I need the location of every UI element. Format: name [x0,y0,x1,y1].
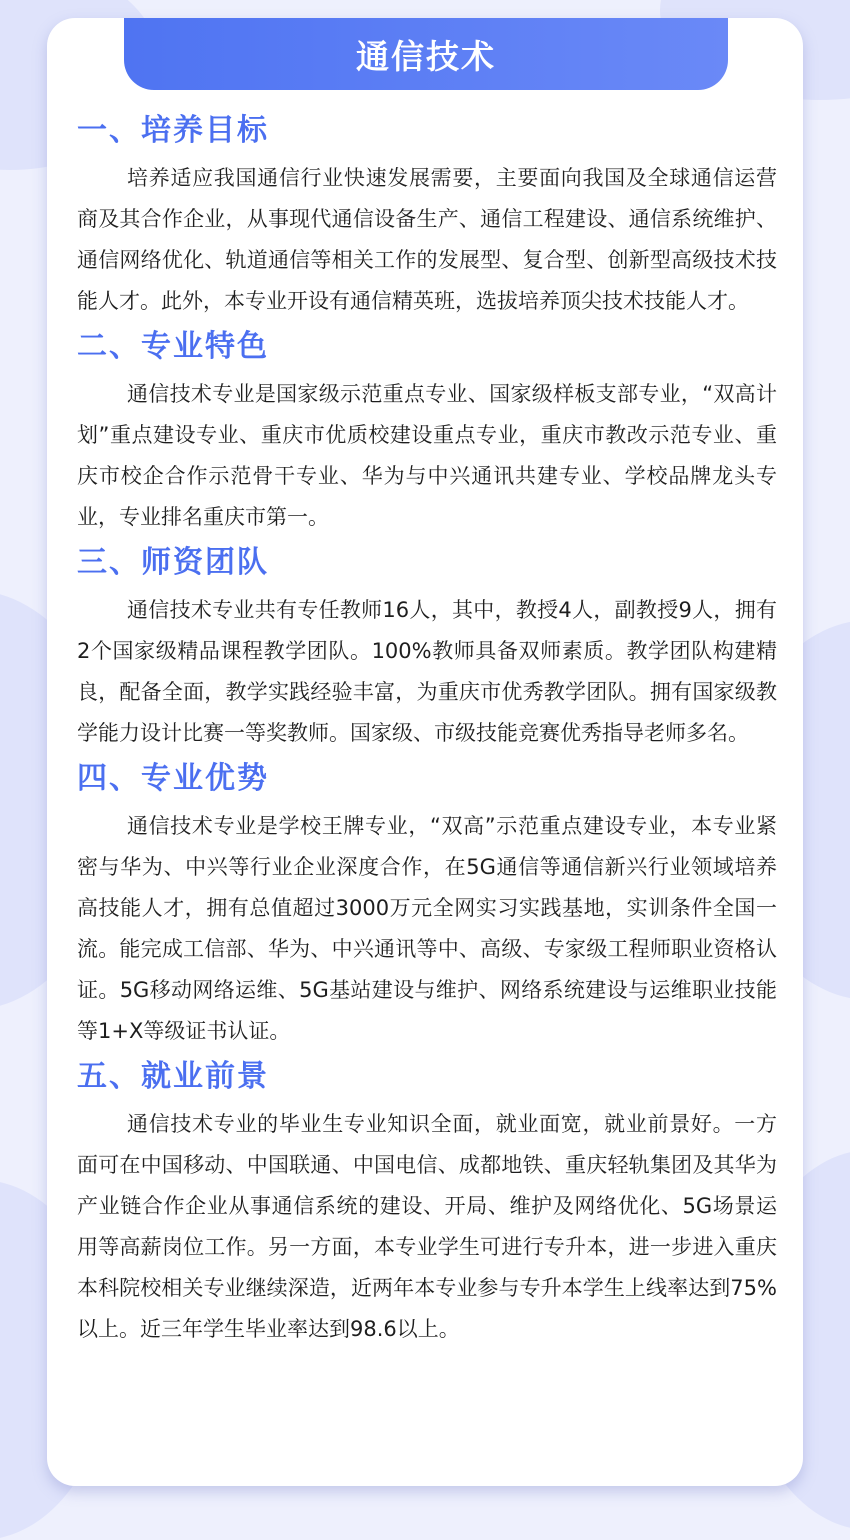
title-banner [124,18,728,90]
section-heading: 四、专业优势 [77,761,269,796]
section-features [77,326,777,538]
section-body: 通信技术专业是国家级示范重点专业、国家级样板支部专业，“双高计划”重点建设专业、重庆市优质校建设重点专业，重庆市教改示范专业、重庆市校企合作示范骨干专业、华为与中兴通讯共建专业、学校品牌龙头专业，专业排名重庆市第一。 [77,382,777,529]
content-card [47,18,803,1486]
section-heading: 三、师资团队 [77,545,269,580]
section-heading: 二、专业特色 [77,329,269,364]
page-title: 通信技术 [356,36,496,76]
section-body: 通信技术专业是学校王牌专业，“双高”示范重点建设专业，本专业紧密与华为、中兴等行业企业深度合作，在5G通信等通信新兴行业领域培养高技能人才，拥有总值超过3000万元全网实习实践基地，实训条件全国一流。能完成工信部、华为、中兴通讯等中、高级、专家级工程师职业资格认证。5G移动网络运维、5G基站建设与维护、网络系统建设与运维职业技能等1+X等级证书认证。 [77,814,777,1043]
section-body: 通信技术专业共有专任教师16人，其中，教授4人，副教授9人，拥有2个国家级精品课程教学团队。100%教师具备双师素质。教学团队构建精良，配备全面，教学实践经验丰富，为重庆市优秀教学团队。拥有国家级教学能力设计比赛一等奖教师。国家级、市级技能竞赛优秀指导老师多名。 [77,598,777,745]
section-advantages [77,758,777,1052]
section-training-goals [77,110,777,322]
section-employment [77,1056,777,1350]
section-heading: 五、就业前景 [77,1059,269,1094]
content-body [77,110,777,1354]
section-faculty [77,542,777,754]
section-heading: 一、培养目标 [77,113,269,148]
section-body: 通信技术专业的毕业生专业知识全面，就业面宽，就业前景好。一方面可在中国移动、中国联通、中国电信、成都地铁、重庆轻轨集团及其华为产业链合作企业从事通信系统的建设、开局、维护及网络优化、5G场景运用等高薪岗位工作。另一方面，本专业学生可进行专升本，进一步进入重庆本科院校相关专业继续深造，近两年本专业参与专升本学生上线率达到75%以上。近三年学生毕业率达到98.6以上。 [77,1112,777,1341]
section-body: 培养适应我国通信行业快速发展需要，主要面向我国及全球通信运营商及其合作企业，从事现代通信设备生产、通信工程建设、通信系统维护、通信网络优化、轨道通信等相关工作的发展型、复合型、创新型高级技术技能人才。此外，本专业开设有通信精英班，选拔培养顶尖技术技能人才。 [77,166,777,313]
